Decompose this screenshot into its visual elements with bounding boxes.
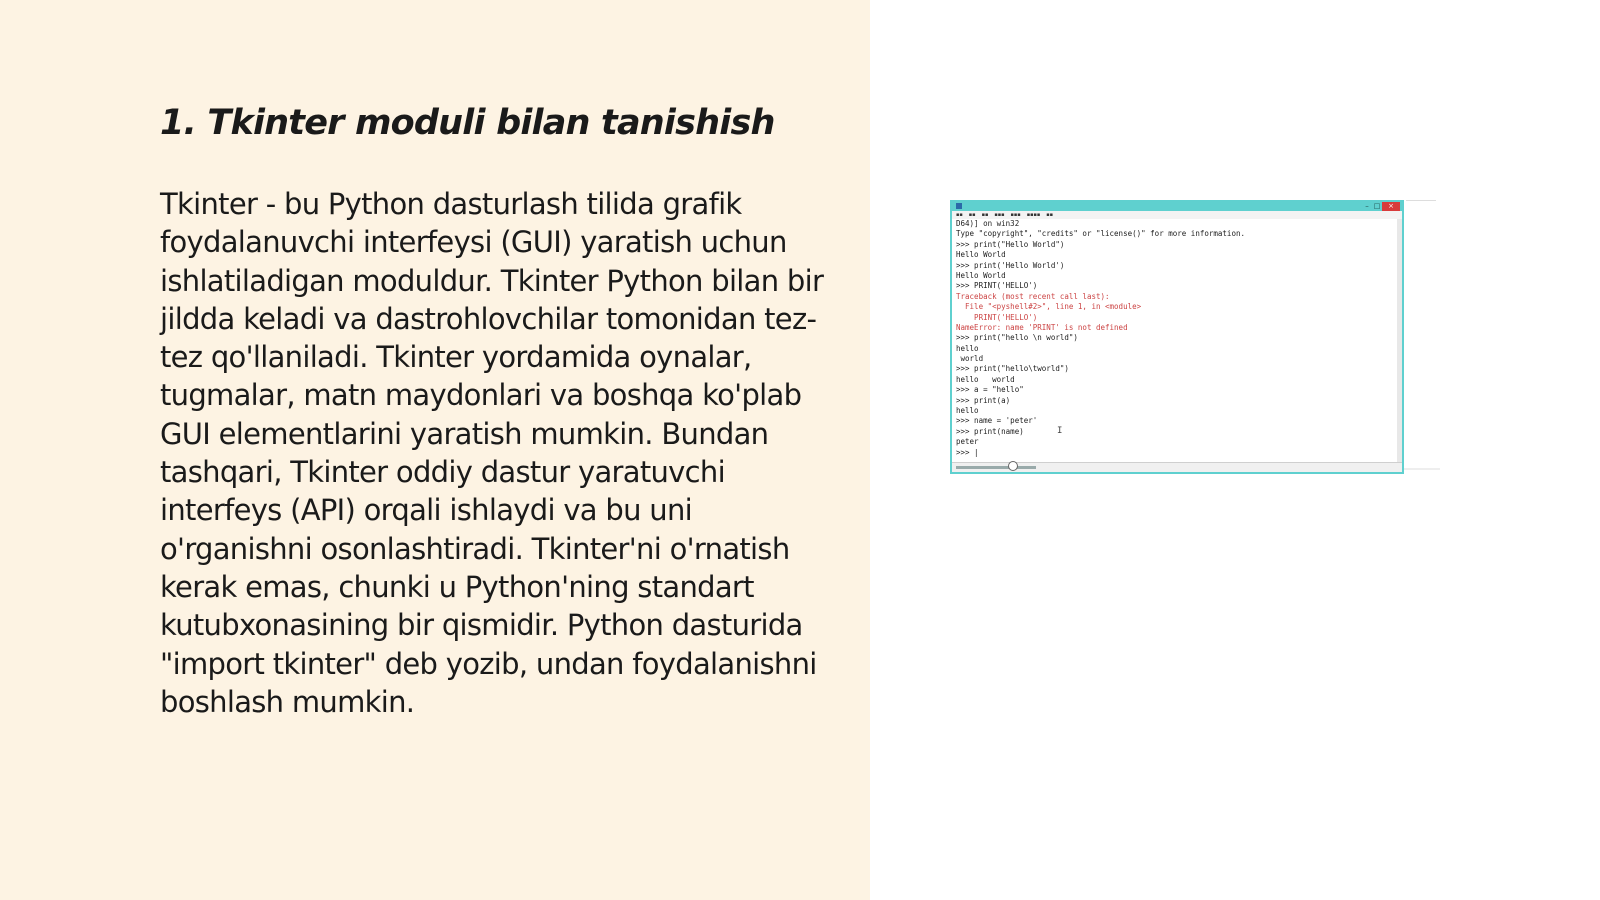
console-line: world <box>956 354 984 364</box>
console-line: >>> print("hello\tworld") <box>956 364 1069 374</box>
console-line: Type "copyright", "credits" or "license()" for more information. <box>956 229 1245 239</box>
text-cursor-icon: I <box>1057 426 1063 436</box>
python-app-icon <box>956 203 962 209</box>
python-shell-screenshot <box>950 200 1406 476</box>
console-line: Traceback (most recent call last): <box>956 291 1110 301</box>
menu-item: ▪▪▪ <box>994 212 1005 218</box>
slide-body-text: Tkinter - bu Python dasturlash tilida grafik foydalanuvchi interfeysi (GUI) yaratish uchun ishlatiladigan moduldur. Tkinter Python bilan bir jildda keladi va dastrohlovchilar tomonidan tez-tez qo'llaniladi. Tkinter yordamida oynalar, tugmalar, matn maydonlari va boshqa ko'plab GUI elementlarini yaratish mumkin. Bundan tashqari, Tkinter oddiy dastur yaratuvchi interfeys (API) orqali ishlaydi va bu uni o'rganishni osonlashtiradi. Tkinter'ni o'rnatish kerak emas, chunki u Python'ning standart kutubxonasining bir qismidir. Python dasturida "import tkinter" deb yozib, undan foydalanishni boshlash mumkin. <box>160 187 824 719</box>
console-line: >>> | <box>956 447 979 457</box>
console-line: Hello World <box>956 270 1006 280</box>
console-line: PRINT('HELLO') <box>956 312 1038 322</box>
window-controls <box>1362 202 1400 211</box>
console-line: D64)] on win32 <box>956 219 1020 228</box>
console-line: >>> print(name) <box>956 426 1024 436</box>
menu-item: ▪▪ <box>968 212 976 218</box>
scrollbar <box>1397 219 1402 464</box>
slide-title: 1. Tkinter moduli bilan tanishish <box>160 103 775 143</box>
menu-item: ▪▪ <box>981 212 989 218</box>
console-line: hello world <box>956 374 1015 384</box>
close-icon: × <box>1382 202 1400 211</box>
menu-item: ▪▪ <box>956 212 963 218</box>
shell-console <box>952 219 1402 464</box>
console-line: NameError: name 'PRINT' is not defined <box>956 322 1128 332</box>
maximize-icon: □ <box>1373 202 1381 210</box>
console-line: >>> print("Hello World") <box>956 239 1065 249</box>
shell-window <box>950 200 1404 474</box>
console-line: >>> print('Hello World') <box>956 260 1065 270</box>
console-line: hello <box>956 343 979 353</box>
console-line: peter <box>956 437 979 447</box>
menu-item: ▪▪▪ <box>1010 212 1021 218</box>
console-line: File "<pyshell#2>", line 1, in <module> <box>956 302 1142 312</box>
console-line: >>> PRINT('HELLO') <box>956 281 1038 291</box>
divider <box>1406 200 1436 201</box>
window-titlebar <box>952 202 1402 211</box>
loading-icon <box>1008 461 1018 471</box>
console-line: >>> print("hello \n world") <box>956 333 1078 343</box>
console-line: hello <box>956 406 979 416</box>
status-bar <box>952 462 1402 472</box>
status-progress <box>956 466 1036 469</box>
console-line: >>> a = "hello" <box>956 385 1024 395</box>
console-line: Hello World <box>956 250 1006 260</box>
minimize-icon: – <box>1365 202 1369 210</box>
menu-item: ▪▪ <box>1046 212 1054 218</box>
menu-item: ▪▪▪▪ <box>1026 212 1041 218</box>
window-menubar <box>952 211 1402 219</box>
console-line: >>> print(a) <box>956 395 1011 405</box>
console-line: >>> name = 'peter' <box>956 416 1038 426</box>
